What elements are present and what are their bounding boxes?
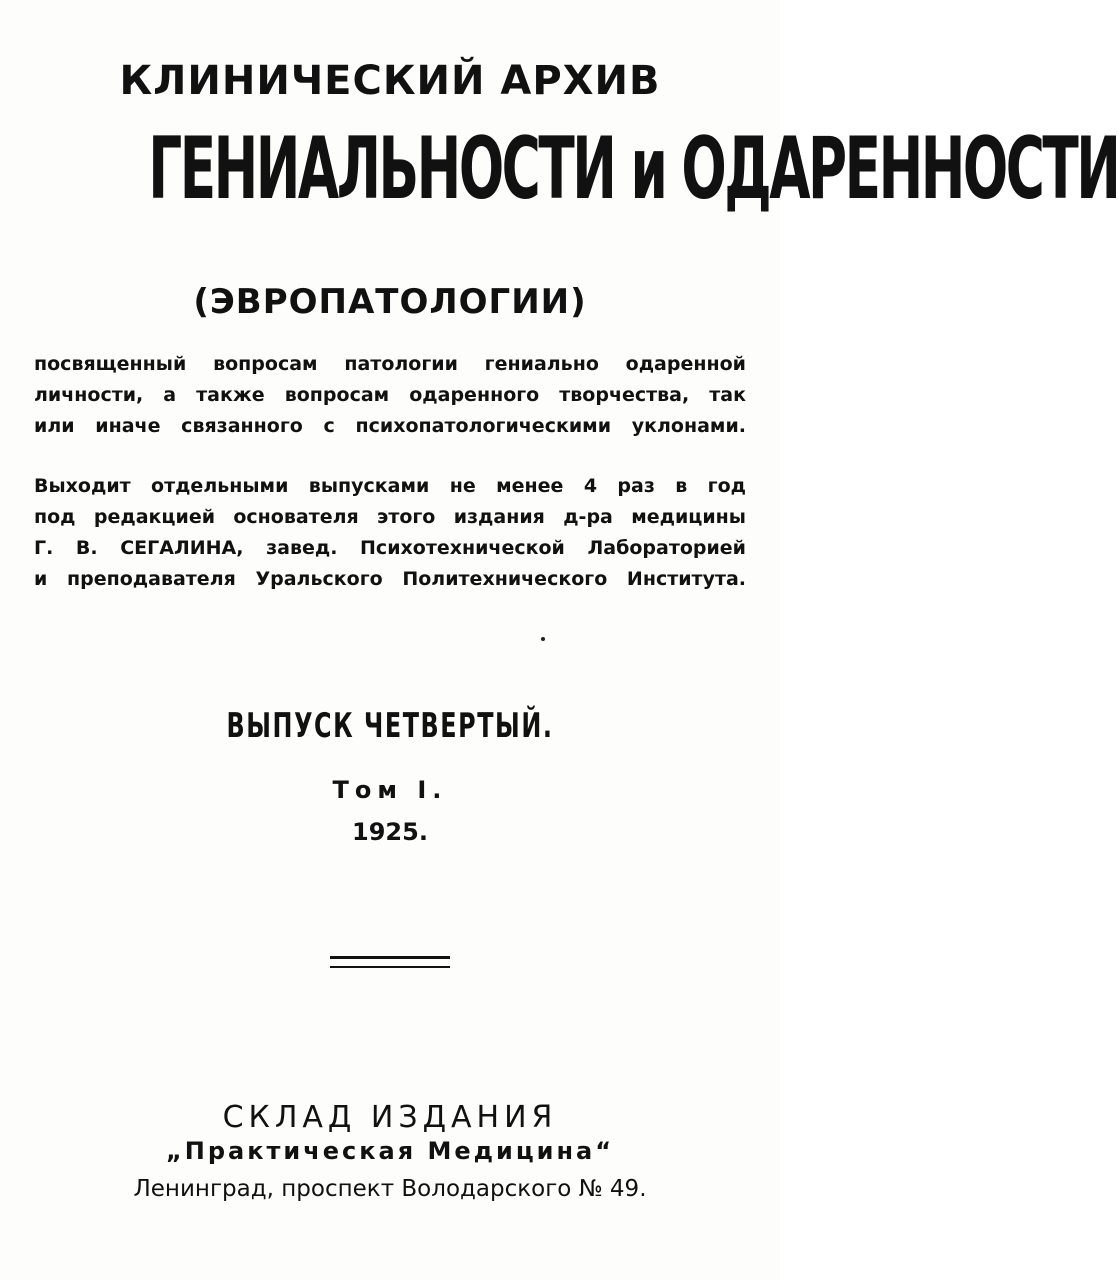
- publication-info-paragraph: [34, 471, 746, 595]
- description-paragraph: [34, 349, 746, 442]
- description-line: или иначе связанного с психопатологическими уклонами.: [34, 415, 746, 437]
- publication-info-line: и преподавателя Уральского Политехнического Института.: [34, 568, 746, 590]
- description-line: личности, а также вопросам одаренного творчества, так: [34, 384, 746, 406]
- year-label: 1925.: [352, 818, 428, 846]
- issue-label: ВЫПУСК ЧЕТВЕРТЫЙ.: [226, 706, 554, 746]
- print-speck: [541, 637, 545, 641]
- subtitle: (ЭВРОПАТОЛОГИИ): [193, 282, 587, 322]
- volume-label: Том I.: [332, 776, 448, 804]
- publication-info-line: Выходит отдельными выпусками не менее 4 раз в год: [34, 475, 746, 497]
- divider-rule-top: [330, 956, 450, 959]
- publisher-address: Ленинград, проспект Володарского № 49.: [133, 1176, 647, 1202]
- description-line: посвященный вопросам патологии гениально одаренной: [34, 353, 746, 375]
- publication-info-line: под редакцией основателя этого издания д-ра медицины: [34, 506, 746, 528]
- publisher-name: „Практическая Медицина“: [166, 1137, 614, 1165]
- divider-rule-bottom: [330, 966, 450, 968]
- main-title: ГЕНИАЛЬНОСТИ и ОДАРЕННОСТИ: [148, 119, 1118, 219]
- warehouse-label: СКЛАД ИЗДАНИЯ: [222, 1100, 558, 1135]
- series-heading: КЛИНИЧЕСКИЙ АРХИВ: [119, 58, 661, 104]
- publication-info-line: Г. В. СЕГАЛИНА, завед. Психотехнической Лабораторией: [34, 537, 746, 559]
